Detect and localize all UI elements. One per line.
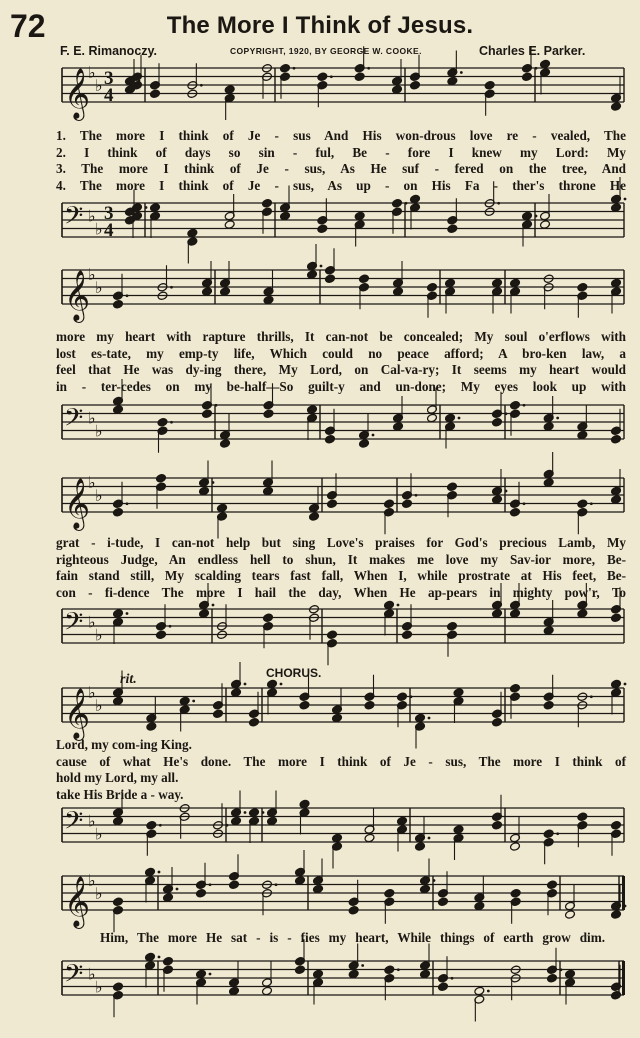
bass-staff-system-4 bbox=[0, 800, 640, 870]
svg-text:♭: ♭ bbox=[95, 277, 103, 297]
svg-text:♭: ♭ bbox=[88, 206, 96, 226]
svg-text:♭: ♭ bbox=[88, 265, 96, 285]
copyright-notice: COPYRIGHT, 1920, BY GEORGE W. COOKE. bbox=[230, 46, 422, 56]
svg-text:♭: ♭ bbox=[95, 977, 103, 997]
svg-text:♭: ♭ bbox=[88, 811, 96, 831]
svg-text:♭: ♭ bbox=[88, 408, 96, 428]
lyric-line: cause of what He's done. The more I think of Je - sus, The more I think of bbox=[56, 753, 626, 769]
lyric-line: 2. I think of days so sin - ful, Be - fore I knew my Lord: My bbox=[56, 144, 626, 160]
svg-text:♭: ♭ bbox=[88, 964, 96, 984]
lyric-line: take His Bride a - way. bbox=[56, 786, 184, 802]
bass-staff-system-1 bbox=[0, 195, 640, 265]
svg-text:♭: ♭ bbox=[95, 75, 103, 95]
svg-text:♭: ♭ bbox=[88, 473, 96, 493]
bass-staff-system-2 bbox=[0, 397, 640, 467]
lyric-line: Him, The more He sat - is - fies my heart, While things of earth grow dim. bbox=[100, 930, 605, 945]
svg-text:𝄢: 𝄢 bbox=[64, 201, 84, 237]
svg-text:♭: ♭ bbox=[95, 219, 103, 239]
treble-staff-system-1 bbox=[0, 60, 640, 130]
svg-text:♭: ♭ bbox=[95, 824, 103, 844]
lyric-line: fain stand still, My scalding tears fast fall, When I, while prostrate at His feet, Be- bbox=[56, 568, 626, 583]
ritardando-mark: rit. bbox=[120, 672, 137, 687]
svg-text:𝄞: 𝄞 bbox=[64, 876, 91, 927]
composer-credit: F. E. Rimanoczy. bbox=[60, 44, 158, 58]
svg-text:𝄞: 𝄞 bbox=[64, 270, 91, 321]
lyric-line: 1. The more I think of Je - sus And His won-drous love re - vealed, The bbox=[56, 128, 626, 143]
svg-text:4: 4 bbox=[104, 85, 114, 106]
treble-staff-system-2 bbox=[0, 262, 640, 332]
chorus-label: CHORUS. bbox=[266, 666, 322, 680]
lyrics-system-1 bbox=[56, 128, 626, 194]
svg-text:𝄢: 𝄢 bbox=[64, 806, 84, 842]
bass-staff-system-5 bbox=[0, 953, 640, 1023]
lyric-line: in - ter-cedes on my be-half—So guilt-y and un-done; My eyes look up with bbox=[56, 378, 626, 394]
svg-text:𝄢: 𝄢 bbox=[64, 959, 84, 995]
svg-text:♭: ♭ bbox=[95, 485, 103, 505]
svg-text:𝄞: 𝄞 bbox=[64, 688, 91, 739]
svg-text:𝄢: 𝄢 bbox=[64, 607, 84, 643]
svg-text:♭: ♭ bbox=[88, 63, 96, 83]
lyric-line: con - fi-dence The more I hail the day, When He ap-pears in mighty pow'r, To bbox=[56, 584, 626, 600]
svg-text:3: 3 bbox=[104, 203, 114, 224]
lyrics-system-5 bbox=[100, 930, 605, 947]
lyric-line: 4. The more I think of Je - sus, As up - on His Fa - ther's throne He bbox=[56, 177, 626, 193]
lyrics-system-2 bbox=[56, 329, 626, 395]
svg-text:♭: ♭ bbox=[95, 625, 103, 645]
svg-text:♭: ♭ bbox=[95, 695, 103, 715]
lyric-line: 3. The more I think of Je - sus, As He suf - fered on the tree, And bbox=[56, 161, 626, 176]
hymn-title: The More I Think of Jesus. bbox=[166, 12, 474, 39]
lyric-line: righteous Judge, An endless hell to shun, It makes me love my Sav-ior more, Be- bbox=[56, 551, 626, 567]
lyric-line: more my heart with rapture thrills, It can-not be concealed; My soul o'erflows with bbox=[56, 329, 626, 344]
lyrics-system-4 bbox=[56, 737, 626, 803]
svg-text:𝄞: 𝄞 bbox=[64, 68, 91, 119]
svg-text:♭: ♭ bbox=[88, 612, 96, 632]
lyric-line: grat - i-tude, I can-not help but sing Love's praises for God's precious Lamb, My bbox=[56, 535, 626, 550]
bass-staff-system-3 bbox=[0, 601, 640, 671]
lyric-line: Lord, my com-ing King. bbox=[56, 737, 192, 752]
hymn-header bbox=[0, 0, 640, 66]
lyric-line: hold my Lord, my all. bbox=[56, 770, 179, 785]
treble-staff-system-3 bbox=[0, 470, 640, 540]
treble-staff-system-5 bbox=[0, 868, 640, 938]
lyric-line: lost es-tate, my emp-ty life, Which could no peace afford; A bro-ken law, a bbox=[56, 345, 626, 361]
svg-text:4: 4 bbox=[104, 220, 114, 241]
svg-text:♭: ♭ bbox=[95, 883, 103, 903]
svg-text:𝄞: 𝄞 bbox=[64, 478, 91, 529]
author-credit: Charles E. Parker. bbox=[479, 44, 586, 58]
svg-text:♭: ♭ bbox=[95, 421, 103, 441]
svg-text:♭: ♭ bbox=[88, 871, 96, 891]
lyrics-system-3 bbox=[56, 535, 626, 601]
svg-text:𝄢: 𝄢 bbox=[64, 403, 84, 439]
svg-text:♭: ♭ bbox=[88, 683, 96, 703]
svg-text:3: 3 bbox=[104, 68, 114, 89]
hymn-number: 72 bbox=[10, 8, 46, 44]
lyric-line: feel that He was dy-ing there, My Lord, on Cal-va-ry; It seems my heart would bbox=[56, 362, 626, 377]
